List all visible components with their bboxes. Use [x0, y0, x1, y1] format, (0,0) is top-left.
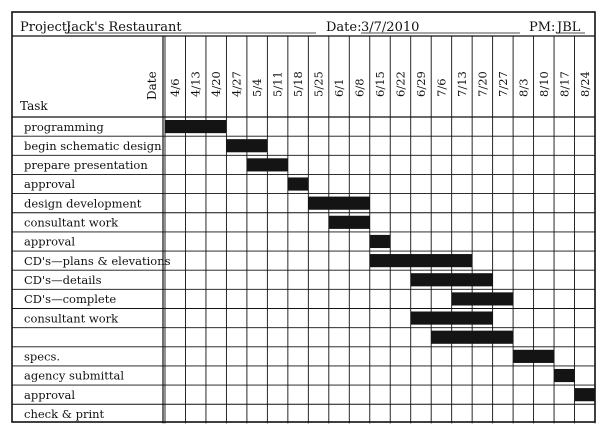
task-label: CD's—plans & elevations [24, 253, 171, 268]
task-bar [411, 312, 493, 325]
task-bar [575, 388, 595, 401]
date-label: 4/6 [168, 78, 183, 97]
task-bar [370, 254, 472, 267]
task-bar [226, 139, 267, 152]
task-label: check & print [24, 407, 105, 422]
project-label: Project: [20, 20, 72, 35]
task-label: consultant work [24, 215, 119, 230]
task-label: specs. [24, 349, 61, 364]
task-bar [411, 273, 493, 286]
date-label: 5/11 [270, 71, 285, 97]
date-label: Date: [326, 20, 362, 35]
date-value: 3/7/2010 [361, 20, 420, 35]
task-bar [370, 235, 390, 248]
task-bar [165, 120, 226, 133]
date-column-labels [168, 71, 592, 97]
date-label: 5/18 [291, 71, 306, 97]
pm-label: PM: [529, 20, 556, 35]
date-label: 8/3 [516, 78, 531, 97]
task-bar [308, 197, 369, 210]
date-label: 6/1 [332, 78, 347, 97]
date-label: 7/6 [434, 78, 449, 97]
task-label: begin schematic design [24, 138, 162, 153]
date-label: 8/24 [577, 71, 592, 97]
pm-value: JBL [557, 20, 581, 35]
project-name: Jack's Restaurant [66, 20, 182, 35]
task-label: design development [24, 196, 142, 211]
task-bar [288, 177, 308, 190]
task-label: agency submittal [24, 368, 125, 383]
date-label: 4/27 [229, 71, 244, 97]
task-bar [247, 158, 288, 171]
task-header: Task [20, 99, 48, 113]
task-label: approval [24, 234, 76, 249]
date-label: 6/22 [393, 71, 408, 97]
date-label: 7/20 [475, 71, 490, 97]
task-label: CD's—details [24, 272, 102, 287]
date-label: 7/27 [495, 71, 510, 97]
date-label: 6/15 [373, 71, 387, 97]
task-label: consultant work [24, 311, 119, 326]
task-bar [452, 292, 513, 305]
date-label: 5/4 [250, 78, 265, 97]
date-header: Date [145, 71, 159, 100]
date-label: 5/25 [311, 71, 326, 97]
task-label: approval [24, 177, 76, 192]
date-label: 7/13 [454, 71, 469, 97]
task-label: CD's—complete [24, 292, 117, 307]
task-label: prepare presentation [24, 158, 148, 173]
task-bar [329, 216, 370, 229]
date-label: 4/13 [188, 71, 203, 97]
date-label: 8/10 [536, 71, 551, 97]
task-bar [431, 331, 513, 344]
task-bar [554, 369, 574, 382]
date-label: 6/29 [413, 71, 428, 97]
task-bars [165, 120, 595, 401]
task-label: approval [24, 387, 76, 402]
task-bar [513, 350, 554, 363]
date-label: 8/17 [557, 71, 572, 97]
date-label: 4/20 [209, 71, 224, 97]
date-label: 6/8 [352, 78, 367, 97]
task-label: programming [24, 119, 104, 134]
